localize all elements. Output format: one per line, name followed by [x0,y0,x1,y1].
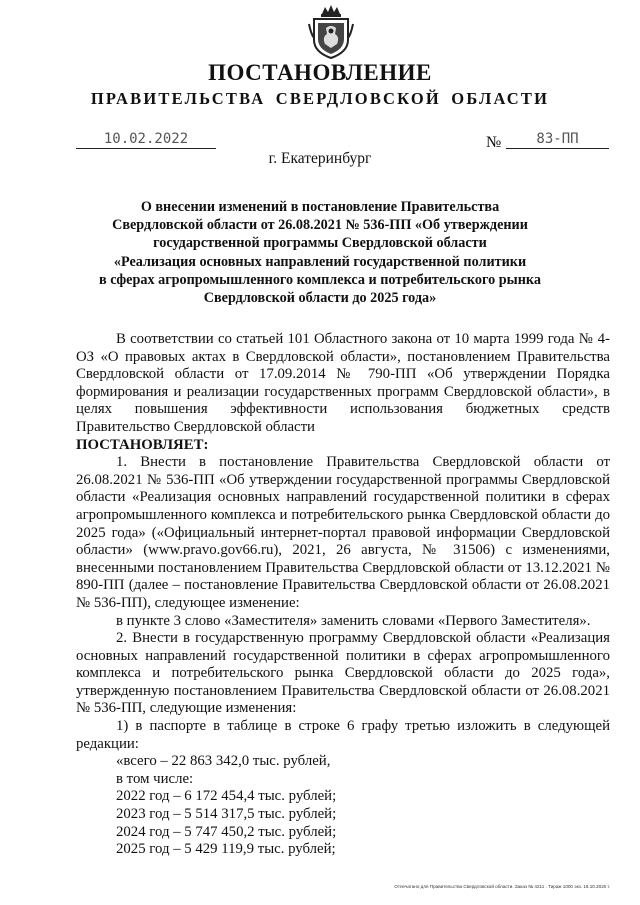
heading-line: государственной программы Свердловской области [153,235,487,252]
heading-line: Свердловской области от 26.08.2021 № 536-ПП «Об утверждении [112,217,528,234]
issuer-name: ПРАВИТЕЛЬСТВА СВЕРДЛОВСКОЙ ОБЛАСТИ [90,89,550,108]
resolves-heading: ПОСТАНОВЛЯЕТ: [76,436,209,453]
item-2-paragraph: 2. Внести в государственную программу Свердловской области «Реализация основных направлений государственной политики в сферах агропромышленного комплекса и потребительского рынка Свердловской области до 2025 года», утвержденную постановлением Правительства Свердловской области от 26.08.2021 № 536-ПП, следующие изменения: [76,630,610,717]
list-item: «всего – 22 863 342,0 тыс. рублей, [116,753,331,770]
document-title: ПОСТАНОВЛЕНИЕ [208,60,432,85]
item-1-paragraph: 1. Внести в постановление Правительства Свердловской области от 26.08.2021 № 536-ПП «Об утверждении государственной программы Свердловской области «Реализация основных направлений государственной политики в сферах агропромышленного комплекса и потребительского рынка Свердловской области до 2025 года» («Официальный интернет-портал правовой информации Свердловской области» (www.pravo.gov66.ru), 2021, 26 августа, № 31506) с изменениями, внесенными постановлением Правительства Свердловской области от 13.12.2021 № 890-ПП (далее – постановление Правительства Свердловской области от 26.08.2021 № 536-ПП), следующее изменение: [76,454,610,611]
document-body [76,331,610,859]
item-2-sub-paragraph: 1) в паспорте в таблице в строке 6 графу третью изложить в следующей редакции: [76,718,610,752]
preamble-paragraph: В соответствии со статьей 101 Областного закона от 10 марта 1999 года № 4-ОЗ «О правовых актах в Свердловской области», постановлением Правительства Свердловской области от 17.09.2014 № 790-ПП «Об утверждении Порядка формирования и реализации государственных программ Свердловской области», в целях повышения эффективности использования бюджетных средств Правительство Свердловской области [76,331,610,435]
list-item: в том числе: [116,770,194,787]
document-number-field: 83-ПП [506,131,609,149]
coat-of-arms-emblem [308,4,354,60]
item-1-sub-paragraph: в пункте 3 слово «Заместителя» заменить словами «Первого Заместителя». [116,612,591,629]
list-item: 2023 год – 5 514 317,5 тыс. рублей; [116,806,337,823]
heading-line: О внесении изменений в постановление Правительства [140,199,500,215]
document-date-field: 10.02.2022 [76,131,216,149]
list-item: 2024 год – 5 747 450,2 тыс. рублей; [116,823,337,840]
list-item: 2022 год – 6 172 454,4 тыс. рублей; [116,788,337,805]
print-footer-note: Отпечатано для Правительства Свердловской области. Заказ № 4211 . Тираж 1000 экз. 16.10.2020 г. [394,884,610,889]
number-sign: № [486,134,502,151]
place-of-issue: г. Екатеринбург [268,150,372,167]
heading-line: в сферах агропромышленного комплекса и потребительского рынка [99,271,541,288]
heading-line: Свердловской области до 2025 года» [203,290,437,307]
list-item: 2025 год – 5 429 119,9 тыс. рублей; [116,841,336,858]
document-heading [60,198,580,307]
heading-line: «Реализация основных направлений государственной политики [113,253,527,270]
